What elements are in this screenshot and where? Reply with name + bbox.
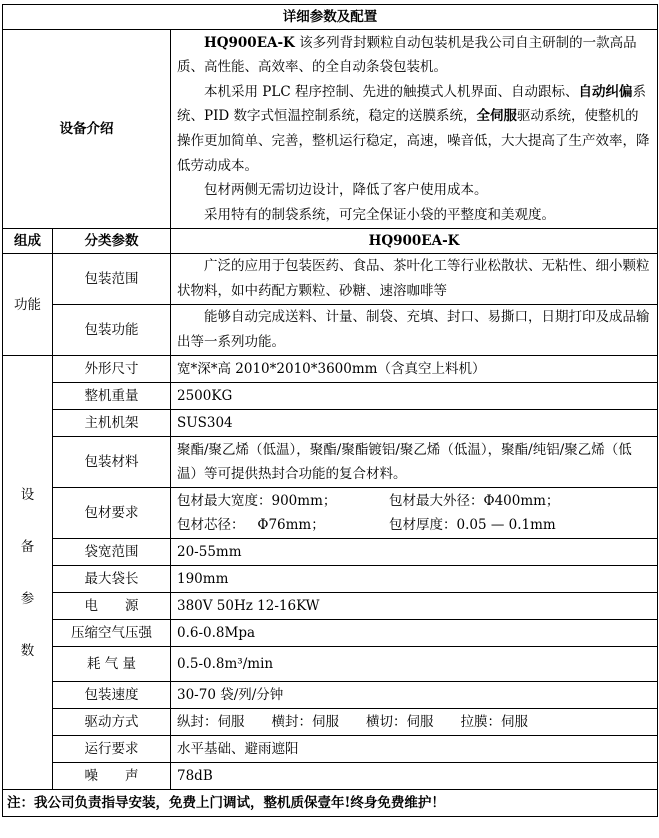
header-category: 分类参数 [53,229,171,254]
row-name: 袋宽范围 [53,539,171,566]
row-name: 包材要求 [53,488,171,539]
row-name: 整机重量 [53,383,171,410]
row-value: 0.5-0.8m³/min [171,647,658,682]
header-group: 组成 [3,229,53,254]
row-value: 380V 50Hz 12-16KW [171,593,658,620]
row-value: 78dB [171,763,658,790]
row-name: 运行要求 [53,736,171,763]
row-value: 宽*深*高 2010*2010*3600mm（含真空上料机） [171,356,658,383]
table-title: 详细参数及配置 [3,5,658,30]
row-name: 电 源 [53,593,171,620]
row-name: 噪 声 [53,763,171,790]
row-name: 包装速度 [53,682,171,709]
intro-label: 设备介绍 [3,30,171,229]
row-name: 最大袋长 [53,566,171,593]
row-name: 耗 气 量 [53,647,171,682]
row-name: 驱动方式 [53,709,171,736]
equipment-group-label: 设 备 参 数 [3,356,53,790]
row-value: 包材最大宽度：900mm； 包材最大外径：Φ400mm； 包材芯径： Φ76mm； 包材厚度：0.05 — 0.1mm [171,488,658,539]
row-value: 2500KG [171,383,658,410]
intro-text: HQ900EA-K 该多列背封颗粒自动包装机是我公司自主研制的一款高品质、高性能、高效率、的全自动条袋包装机。 本机采用 PLC 程序控制、先进的触摸式人机界面、自动跟标、自动纠偏系统、PID 数字式恒温控制系统，稳定的送膜系统，全伺服驱动系统，使整机的操作更加简单、完善，整机运行稳定，高速，噪音低，大大提高了生产效率，降低劳动成本。 包材两侧无需切边设计，降低了客户使用成本。 采用特有的制袋系统，可完全保证小袋的平整度和美观度。 [171,30,658,229]
spec-table [2,4,658,817]
row-name: 包装材料 [53,437,171,488]
row-value: 190mm [171,566,658,593]
row-value: 广泛的应用于包装医药、食品、茶叶化工等行业松散状、无粘性、细小颗粒状物料，如中药配方颗粒、砂糖、速溶咖啡等 [171,254,658,305]
row-value: 能够自动完成送料、计量、制袋、充填、封口、易撕口，日期打印及成品输出等一系列功能。 [171,305,658,356]
row-name: 主机机架 [53,410,171,437]
row-name: 包装功能 [53,305,171,356]
row-value: SUS304 [171,410,658,437]
row-name: 压缩空气压强 [53,620,171,647]
footer-note: 注：我公司负责指导安装，免费上门调试，整机质保壹年!终身免费维护！ [3,790,658,817]
row-value: 纵封：伺服 横封：伺服 横切：伺服 拉膜：伺服 [171,709,658,736]
row-value: 0.6-0.8Mpa [171,620,658,647]
row-value: 30-70 袋/列/分钟 [171,682,658,709]
intro-model: HQ900EA-K [204,34,295,51]
row-value: 聚酯/聚乙烯（低温），聚酯/聚酯镀铝/聚乙烯（低温），聚酯/纯铝/聚乙烯（低温）等可提供热封合功能的复合材料。 [171,437,658,488]
row-name: 外形尺寸 [53,356,171,383]
header-model: HQ900EA-K [171,229,658,254]
row-value: 20-55mm [171,539,658,566]
row-value: 水平基础、避雨遮阳 [171,736,658,763]
function-group-label: 功能 [3,254,53,356]
row-name: 包装范围 [53,254,171,305]
